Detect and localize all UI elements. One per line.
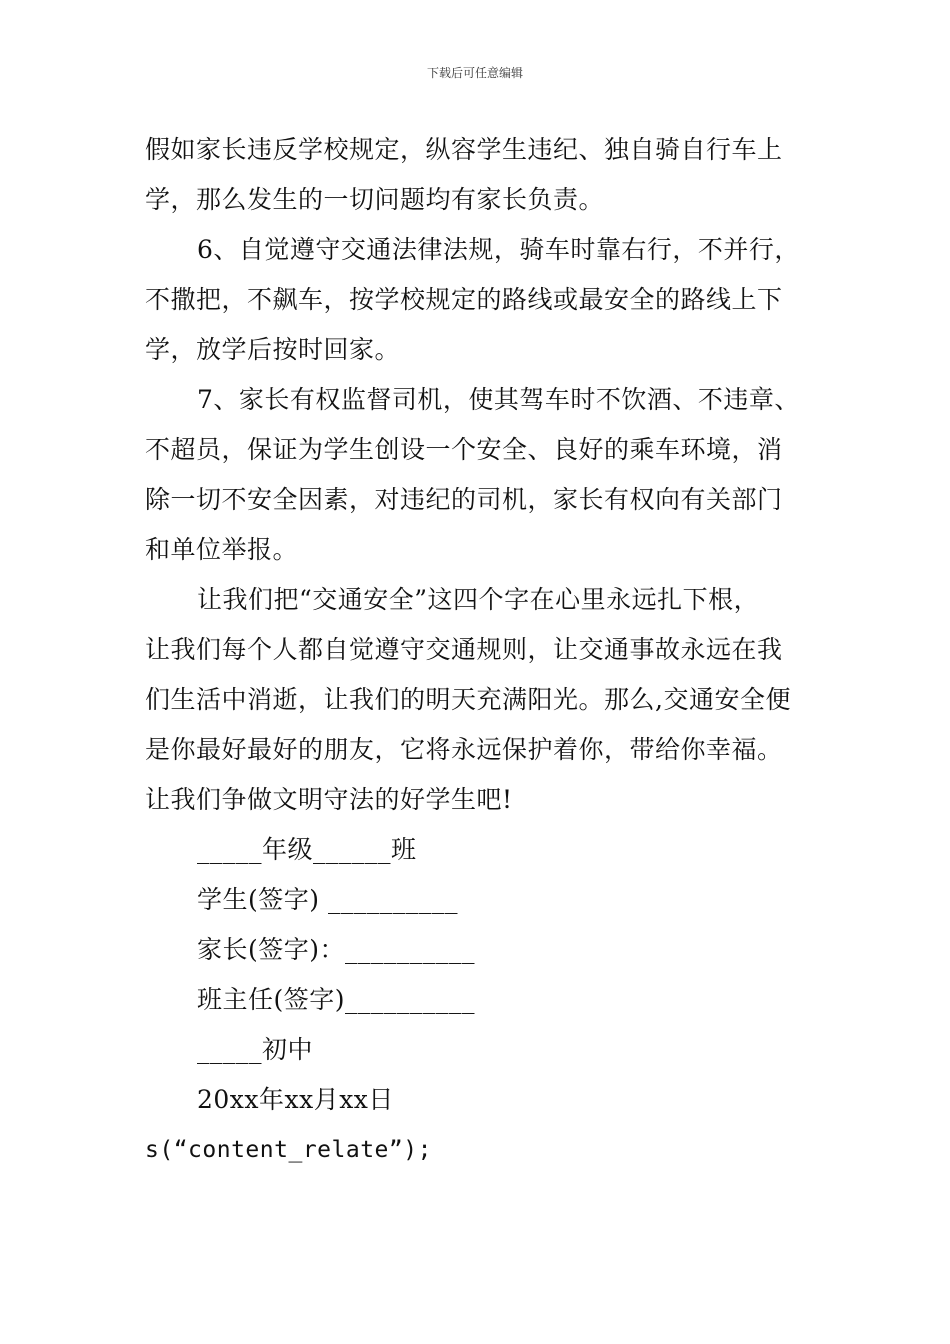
parent-signature-field: 家长(签字)：__________ <box>197 935 476 964</box>
closing-line-1: 让我们把“交通安全”这四个字在心里永远扎下根， <box>197 585 760 614</box>
paragraph-7-line-3: 除一切不安全因素，对违纪的司机，家长有权向有关部门 <box>145 485 783 514</box>
student-signature-field: 学生(签字) __________ <box>197 885 458 914</box>
paragraph-5-line-2: 学，那么发生的一切问题均有家长负责。 <box>145 185 605 214</box>
page-header: 下载后可任意编辑 <box>426 66 523 80</box>
paragraph-6-line-2: 不撒把，不飙车，按学校规定的路线或最安全的路线上下 <box>145 285 783 314</box>
paragraph-7-line-2: 不超员，保证为学生创设一个安全、良好的乘车环境，消 <box>145 435 783 464</box>
code-line: s(“content_relate”); <box>145 1137 432 1163</box>
teacher-signature-field: 班主任(签字)__________ <box>197 985 476 1014</box>
closing-line-2: 让我们每个人都自觉遵守交通规则，让交通事故永远在我 <box>145 635 783 664</box>
closing-line-5: 让我们争做文明守法的好学生吧! <box>145 785 513 814</box>
date-field: 20xx年xx月xx日 <box>197 1085 394 1114</box>
paragraph-6-line-1: 6、自觉遵守交通法律法规，骑车时靠右行，不并行， <box>197 235 800 264</box>
paragraph-7-line-4: 和单位举报。 <box>145 535 299 564</box>
closing-line-4: 是你最好最好的朋友，它将永远保护着你，带给你幸福。 <box>145 735 783 764</box>
closing-line-3: 们生活中消逝，让我们的明天充满阳光。那么,交通安全便 <box>145 685 791 714</box>
school-field: _____初中 <box>197 1035 314 1064</box>
paragraph-5-line-1: 假如家长违反学校规定，纵容学生违纪、独自骑自行车上 <box>145 135 783 164</box>
paragraph-6-line-3: 学，放学后按时回家。 <box>145 335 401 364</box>
paragraph-7-line-1: 7、家长有权监督司机，使其驾车时不饮酒、不违章、 <box>197 385 800 414</box>
grade-class-field: _____年级______班 <box>197 835 417 864</box>
document-body <box>145 125 817 1175</box>
